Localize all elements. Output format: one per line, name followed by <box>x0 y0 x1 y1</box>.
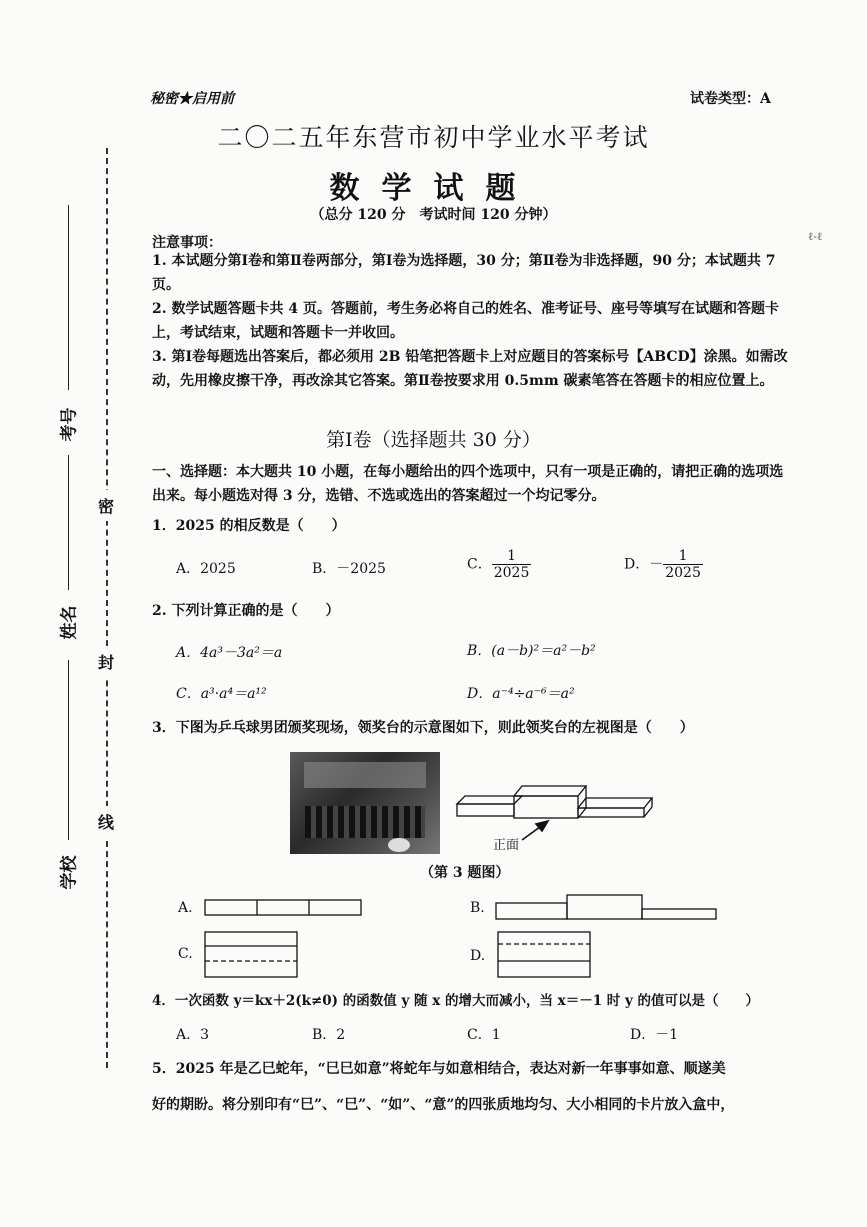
q3-figure-caption: （第 3 题图） <box>420 865 510 881</box>
q1-option-d-label: D．－ <box>624 556 664 573</box>
q3-option-b-view <box>495 892 720 922</box>
q4-option-c: C．1 <box>467 1027 501 1043</box>
school-label: 学校 <box>59 855 80 890</box>
seal-dashed-line <box>106 148 108 1068</box>
q1-option-c <box>467 548 531 581</box>
exam-number-blank <box>68 205 69 390</box>
name-label: 姓名 <box>59 605 80 640</box>
seal-word-xian: 线 <box>98 806 114 837</box>
q3-option-a-label: A. <box>178 900 193 916</box>
q4-stem: 4．一次函数 y＝kx＋2(k≠0) 的函数值 y 随 x 的增大而减小，当 x＝－1 时 y 的值可以是（ ） <box>152 993 760 1009</box>
q2-option-c: C．a³·a⁴＝a¹² <box>176 686 267 702</box>
q3-option-a-view <box>204 898 364 918</box>
front-arrow-icon <box>522 821 548 840</box>
podium-right-edge <box>644 807 652 817</box>
podium-right-front <box>578 808 644 817</box>
q1-c-denominator: 2025 <box>493 565 530 581</box>
podium-left-front <box>457 804 514 816</box>
q3-stem: 3．下图为乒乓球男团颁奖现场，领奖台的示意图如下，则此领奖台的左视图是（ ） <box>152 720 694 736</box>
q3-option-c-view <box>204 930 300 980</box>
q3-option-d-label: D. <box>470 948 486 964</box>
q1-option-a: A．2025 <box>176 561 236 577</box>
q1-stem: 1．2025 的相反数是（ ） <box>152 518 346 534</box>
front-label: 正面 <box>493 838 520 853</box>
q1-d-numerator: 1 <box>663 548 703 565</box>
exam-meta: （总分 120 分 考试时间 120 分钟） <box>310 207 557 223</box>
subject-title: 数学试题 <box>329 171 538 206</box>
podium-right-top <box>578 798 652 808</box>
q1-d-denominator: 2025 <box>665 565 701 581</box>
q1-option-c-label: C． <box>467 556 492 573</box>
photo-light-spot <box>388 838 410 852</box>
award-ceremony-photo <box>290 752 440 854</box>
q3-option-c-label: C. <box>178 946 193 962</box>
q2-option-b: B．(a－b)²＝a²－b² <box>467 643 596 659</box>
school-blank <box>68 660 69 840</box>
photo-banner <box>304 762 426 788</box>
q1-option-c-fraction <box>492 548 532 581</box>
seal-word-feng: 封 <box>98 646 114 677</box>
note-item-3: 3. 第Ⅰ卷每题选出答案后，都必须用 2B 铅笔把答题卡上对应题目的答案标号【ABCD】涂黑。如需改动，先用橡皮擦干净，再改涂其它答案。第Ⅱ卷按要求用 0.5mm 碳素笔答在答题卡的相应位置上。 <box>152 349 788 389</box>
confidential-mark: 秘密★启用前 <box>150 91 234 107</box>
q5-line-2: 好的期盼。将分别印有“巳”、“巳”、“如”、“意”的四张质地均匀、大小相同的卡片放入盒中， <box>152 1097 735 1113</box>
podium-diagram <box>452 782 662 862</box>
q1-option-d-fraction <box>663 548 703 581</box>
q4-option-d: D．－1 <box>630 1027 679 1043</box>
name-blank <box>68 455 69 590</box>
seal-word-mi: 密 <box>98 490 114 521</box>
exam-number-label: 考号 <box>59 407 80 442</box>
q3-option-d-view <box>497 930 593 980</box>
podium-center-front <box>514 796 578 818</box>
note-item-1: 1. 本试题分第Ⅰ卷和第Ⅱ卷两部分，第Ⅰ卷为选择题，30 分；第Ⅱ卷为非选择题，90 分；本试题共 7 页。 <box>152 253 776 293</box>
q3-option-b-label: B. <box>470 900 485 916</box>
q5-line-1: 5．2025 年是乙巳蛇年，“巳巳如意”将蛇年与如意相结合，表达对新一年事事如意、顺遂美 <box>152 1061 726 1077</box>
section-title: 第Ⅰ卷（选择题共 30 分） <box>326 429 541 451</box>
q2-stem: 2. 下列计算正确的是（ ） <box>152 603 340 619</box>
q2-option-a: A．4a³－3a²＝a <box>176 645 283 661</box>
margin-note: ℓ-ℓ <box>808 230 823 243</box>
podium-left-top <box>457 796 522 804</box>
section-instructions: 一、选择题：本大题共 10 小题，在每小题给出的四个选项中，只有一项是正确的，请把正确的选项选出来。每小题选对得 3 分，选错、不选或选出的答案超过一个均记零分。 <box>152 464 784 504</box>
q2-option-d: D．a⁻⁴÷a⁻⁶＝a² <box>467 686 575 702</box>
q4-option-a: A．3 <box>176 1027 210 1043</box>
paper-type: 试卷类型：A <box>690 91 771 107</box>
q1-option-b: B．－2025 <box>312 561 386 577</box>
photo-team-silhouettes <box>305 806 425 838</box>
note-item-2: 2. 数学试题答题卡共 4 页。答题前，考生务必将自己的姓名、准考证号、座号等填写在试题和答题卡上，考试结束，试题和答题卡一并收回。 <box>152 301 779 341</box>
notes-heading: 注意事项： <box>152 235 222 251</box>
exam-title: 二〇二五年东营市初中学业水平考试 <box>217 123 650 152</box>
q1-option-d <box>624 548 703 581</box>
podium-center-top <box>514 786 586 796</box>
q4-option-b: B．2 <box>312 1027 346 1043</box>
q1-c-numerator: 1 <box>492 548 532 565</box>
